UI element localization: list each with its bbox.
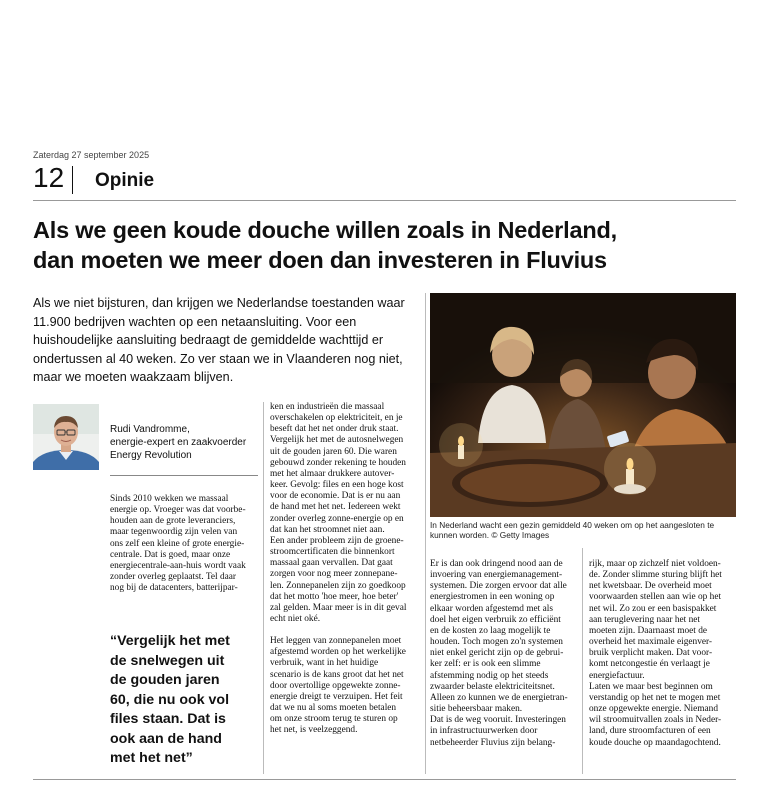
body-text-line: zwaarder belaste elektriciteitsnet. xyxy=(430,681,555,692)
body-text-line: dat het motto 'hoe meer, hoe beter' xyxy=(270,591,399,602)
body-column-1 xyxy=(110,494,260,594)
body-text-line: met het almaar drukkere autover- xyxy=(270,468,395,479)
pull-quote xyxy=(110,632,260,769)
body-column-3 xyxy=(430,559,580,749)
body-text-line: beseft dat het net onder druk staat. xyxy=(270,424,399,435)
pull-quote-line: de snelwegen uit xyxy=(110,652,225,669)
body-text-line: onze opgewekte energie. Niemand xyxy=(589,704,719,715)
body-text-line: doel het eigen verbruik zo efficiënt xyxy=(430,614,561,625)
body-text-line: houden. Toch mogen zo'n systemen xyxy=(430,637,563,648)
photo-caption xyxy=(430,520,736,541)
column-divider xyxy=(425,293,426,774)
body-text-line: wil stroomuitvallen zoals in Neder- xyxy=(589,715,722,726)
body-text-line: land, dure stroomfacturen of een xyxy=(589,726,711,737)
body-text-line: len. Zonnepanelen zijn zo goedkoop xyxy=(270,580,406,591)
section-title: Opinie xyxy=(95,170,155,191)
body-text-line: massaal gaan vervallen. Dat gaat xyxy=(270,558,393,569)
photo-caption-line-1: In Nederland wacht een gezin gemiddeld 40 weken om op het aangesloten te xyxy=(430,520,715,530)
body-text-line: Dat is de weg vooruit. Investeringen xyxy=(430,715,566,726)
body-text-line: stroomcertificaten die binnenkort xyxy=(270,547,395,558)
body-text-line: het net, is veelzeggend. xyxy=(270,725,358,736)
author-byline xyxy=(110,423,246,462)
pull-quote-line: de gouden jaren xyxy=(110,672,220,688)
body-text-line: de. Zonder slimme sturing blijft het xyxy=(589,570,722,581)
body-text-line: invoering van energiemanagement- xyxy=(430,570,563,581)
body-text-line: komt netcongestie én verlaagt je xyxy=(589,659,710,670)
author-company: Energy Revolution xyxy=(110,450,192,461)
page-number-divider xyxy=(72,166,73,194)
body-text-line: Alleen zo kunnen we de energietran- xyxy=(430,692,568,703)
body-text-line: centrale. Dat is goed, maar onze xyxy=(110,549,231,560)
body-text-line: echt niet oké. xyxy=(270,613,321,624)
body-text-line: Sinds 2010 wekken we massaal xyxy=(110,494,229,504)
body-text-line: niet enkel gericht zijn op de gebrui- xyxy=(430,648,564,659)
issue-date: Zaterdag 27 september 2025 xyxy=(33,150,150,160)
body-text-line: zonder overleg zonne-energie op en xyxy=(270,513,404,524)
body-text-line: houden aan de grote leveranciers, xyxy=(110,516,236,527)
author-photo xyxy=(33,404,99,470)
pull-quote-line: ook aan de hand xyxy=(110,730,222,747)
body-text-line: keer. Gevolg: files en een hoge kost xyxy=(270,480,404,491)
body-text-line: net wil. Zo zou er een basispakket xyxy=(589,603,717,614)
body-text-line: en de kosten zo laag mogelijk te xyxy=(430,625,551,636)
body-text-line: de hand met het net. Iedereen wekt xyxy=(270,502,401,513)
body-text-line: sitie beheersbaar maken. xyxy=(430,704,523,715)
body-column-2 xyxy=(270,402,422,737)
body-text-line: Vergelijk het met de autosnelwegen xyxy=(270,435,404,446)
headline-line-1: Als we geen koude douche willen zoals in Nederland, xyxy=(33,217,617,243)
body-text-line: energiecentrale-aan-huis wordt vaak xyxy=(110,560,246,571)
body-text-line: Laten we maar best beginnen om xyxy=(589,681,713,692)
body-text-line: dat kan het stroomnet niet aan. xyxy=(270,524,385,535)
body-text-line: rijk, maar op zichzelf niet voldoen- xyxy=(589,559,721,569)
body-text-line: bruik verplicht maken. Dat voor- xyxy=(589,648,713,659)
headline xyxy=(33,215,733,275)
body-text-line: afgestemd worden op het werkelijke xyxy=(270,647,406,658)
body-text-line: Het leggen van zonnepanelen moet xyxy=(270,636,402,647)
body-text-line: energiestromen in een woning op xyxy=(430,592,555,603)
body-text-line: dat we nu al soms moeten betalen xyxy=(270,703,397,714)
body-text-line: systemen. Die zorgen ervoor dat alle xyxy=(430,581,567,592)
body-text-line: moeten zijn. Daarnaast moet de xyxy=(589,625,708,636)
author-divider xyxy=(110,475,258,476)
body-text-line: nog bij de datacenters, batterijpar- xyxy=(110,583,238,594)
photo-caption-line-2: kunnen worden. © Getty Images xyxy=(430,530,550,541)
body-text-line: overschakelen op elektriciteit, en je xyxy=(270,413,403,424)
bottom-rule xyxy=(33,779,736,780)
body-text-line: Een ander probleem zijn de groene- xyxy=(270,535,404,546)
body-text-line: scenario is de kans groot dat het net xyxy=(270,669,404,680)
article-photo xyxy=(430,293,736,517)
body-text-line: net kwetsbaar. De overheid moet xyxy=(589,581,712,592)
pull-quote-line: 60, die nu ook vol xyxy=(110,691,230,708)
author-name: Rudi Vandromme, xyxy=(110,424,190,435)
body-text-line: verstandig op het net te mogen met xyxy=(589,692,721,703)
headline-line-2: dan moeten we meer doen dan investeren in Fluvius xyxy=(33,247,607,273)
body-text-line: door overtollige opgewekte zonne- xyxy=(270,680,401,691)
body-text-line: afstemming nodig op het steeds xyxy=(430,670,549,681)
body-text-line: overheid het maximale eigenver- xyxy=(589,637,713,648)
body-text-line: gebouwd zonder rekening te houden xyxy=(270,457,406,468)
body-text-line: aan teruglevering naar het net xyxy=(589,614,701,625)
body-text-line: ker zelf: er is ook een slimme xyxy=(430,659,541,670)
pull-quote-line: met het net” xyxy=(110,750,193,766)
body-text-line: ken en industrieën die massaal xyxy=(270,402,385,412)
body-text-line: maar tegenwoordig zijn velen van xyxy=(110,527,238,538)
column-divider xyxy=(582,548,583,774)
top-rule xyxy=(33,200,736,201)
body-text-line: zorgen voor nog meer zonnepane- xyxy=(270,569,398,580)
body-text-line: uit de gouden jaren 60. Die waren xyxy=(270,446,397,457)
page-number: 12 xyxy=(33,162,65,193)
body-text-line: energie op. Vroeger was dat voorbe- xyxy=(110,505,246,516)
body-text-line: Er is dan ook dringend nood aan de xyxy=(430,559,563,569)
pull-quote-line: files staan. Dat is xyxy=(110,711,226,727)
body-text-line: koude douche op maandagochtend. xyxy=(589,737,721,748)
body-text-line: elkaar worden afgestemd met als xyxy=(430,603,553,614)
body-text-line: in infrastructuurwerken door xyxy=(430,726,538,737)
body-text-line: om onze stroom terug te sturen op xyxy=(270,714,398,725)
author-role: energie-expert en zaakvoerder xyxy=(110,437,247,448)
body-text-line: zal gelden. Maar meer is in dit geval xyxy=(270,602,407,613)
body-text-line: voorwaarden stellen aan wie op het xyxy=(589,592,722,603)
body-text-line: voor de economie. Dat is er nu aan xyxy=(270,491,401,502)
body-text-line: energie dreigt te verzuipen. Het feit xyxy=(270,691,403,702)
body-text-line: energiefactuur. xyxy=(589,670,645,681)
body-text-line: ons zelf een kleine of grote energie- xyxy=(110,538,245,549)
body-text-line: zonder overleg geplaatst. Tel daar xyxy=(110,572,237,583)
pull-quote-line: “Vergelijk het met xyxy=(110,633,230,649)
lede: Als we niet bijsturen, dan krijgen we Nederlandse toestanden waar 11.900 bedrijven wachten op een netaansluiting. Voor een huishoudelijke aansluiting bedraagt de gemiddelde wachttijd er ondertussen al 40 weken. Zo ver staan we in Vlaanderen nog niet, maar we moeten waakzaam blijven. xyxy=(33,296,405,385)
body-text-line: verbruik, want in het huidige xyxy=(270,658,379,669)
column-divider xyxy=(263,402,264,774)
body-column-4 xyxy=(589,559,737,749)
body-text-line: netbeheerder Fluvius zijn belang- xyxy=(430,737,556,748)
